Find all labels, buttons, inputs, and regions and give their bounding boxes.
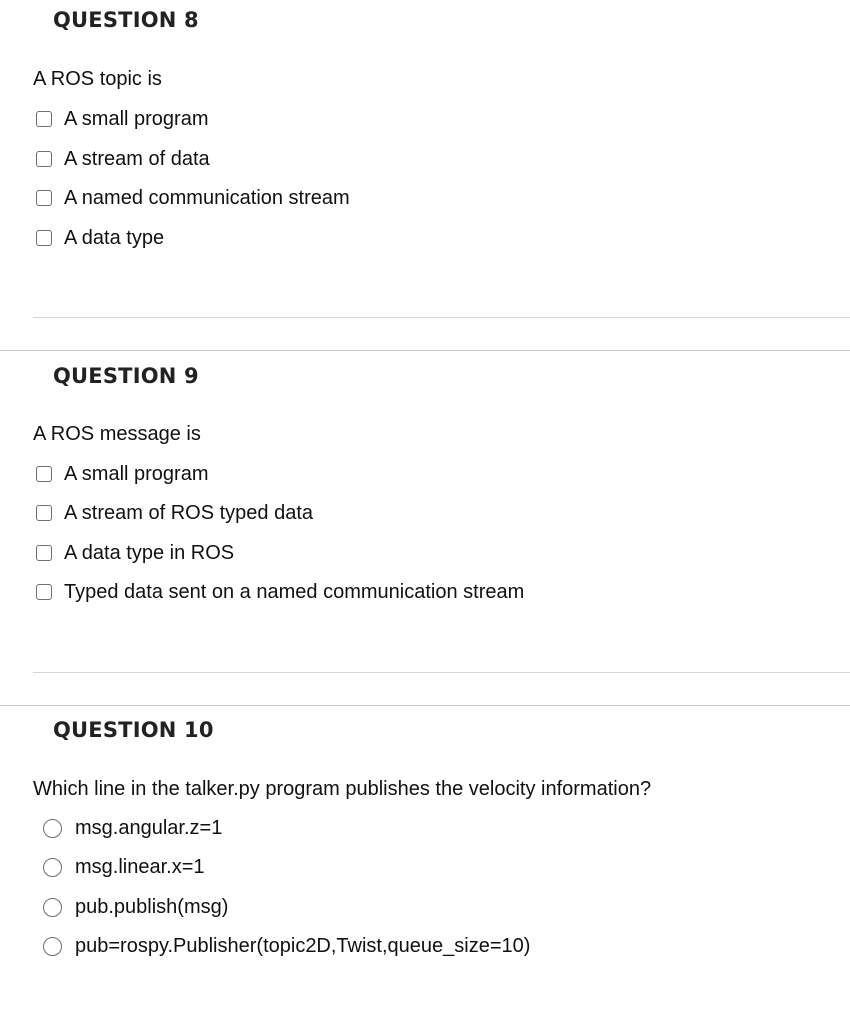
question-10-text: Which line in the talker.py program publishes the velocity information?	[33, 778, 652, 800]
question-8-option-3[interactable]	[36, 185, 350, 211]
question-10-option-4[interactable]	[43, 933, 530, 959]
option-label: A data type in ROS	[64, 541, 235, 564]
question-8-footer-divider	[33, 317, 850, 318]
checkbox[interactable]	[36, 111, 52, 127]
radio-button[interactable]	[43, 819, 62, 838]
question-9-title: QUESTION 9	[53, 364, 199, 388]
question-9-text: A ROS message is	[33, 423, 201, 445]
checkbox[interactable]	[36, 545, 52, 561]
question-8-option-4[interactable]	[36, 225, 164, 251]
question-8-title: QUESTION 8	[53, 8, 199, 32]
question-10-option-1[interactable]	[43, 815, 222, 841]
option-label: pub.publish(msg)	[75, 895, 229, 918]
checkbox[interactable]	[36, 466, 52, 482]
option-label: Typed data sent on a named communication stream	[64, 580, 525, 603]
radio-button[interactable]	[43, 898, 62, 917]
question-9-option-1[interactable]	[36, 461, 209, 487]
checkbox[interactable]	[36, 505, 52, 521]
question-8-option-2[interactable]	[36, 146, 210, 172]
option-label: msg.angular.z=1	[75, 816, 223, 839]
option-label: msg.linear.x=1	[75, 855, 205, 878]
question-8-option-1[interactable]	[36, 106, 209, 132]
checkbox[interactable]	[36, 584, 52, 600]
question-10-option-3[interactable]	[43, 894, 228, 920]
checkbox[interactable]	[36, 151, 52, 167]
question-8-text: A ROS topic is	[33, 68, 162, 90]
option-label: pub=rospy.Publisher(topic2D,Twist,queue_size=10)	[75, 934, 531, 957]
option-label: A stream of ROS typed data	[64, 501, 314, 524]
question-9-option-2[interactable]	[36, 500, 313, 526]
option-label: A stream of data	[64, 147, 210, 170]
question-9-footer-divider	[33, 672, 850, 673]
question-divider	[0, 350, 850, 351]
question-9-option-4[interactable]	[36, 579, 524, 605]
option-label: A data type	[64, 226, 165, 249]
option-label: A small program	[64, 462, 209, 485]
question-divider	[0, 705, 850, 706]
option-label: A named communication stream	[64, 186, 350, 209]
radio-button[interactable]	[43, 937, 62, 956]
checkbox[interactable]	[36, 230, 52, 246]
question-10-title: QUESTION 10	[53, 718, 214, 742]
question-9-option-3[interactable]	[36, 540, 234, 566]
option-label: A small program	[64, 107, 209, 130]
checkbox[interactable]	[36, 190, 52, 206]
question-10-option-2[interactable]	[43, 854, 205, 880]
radio-button[interactable]	[43, 858, 62, 877]
